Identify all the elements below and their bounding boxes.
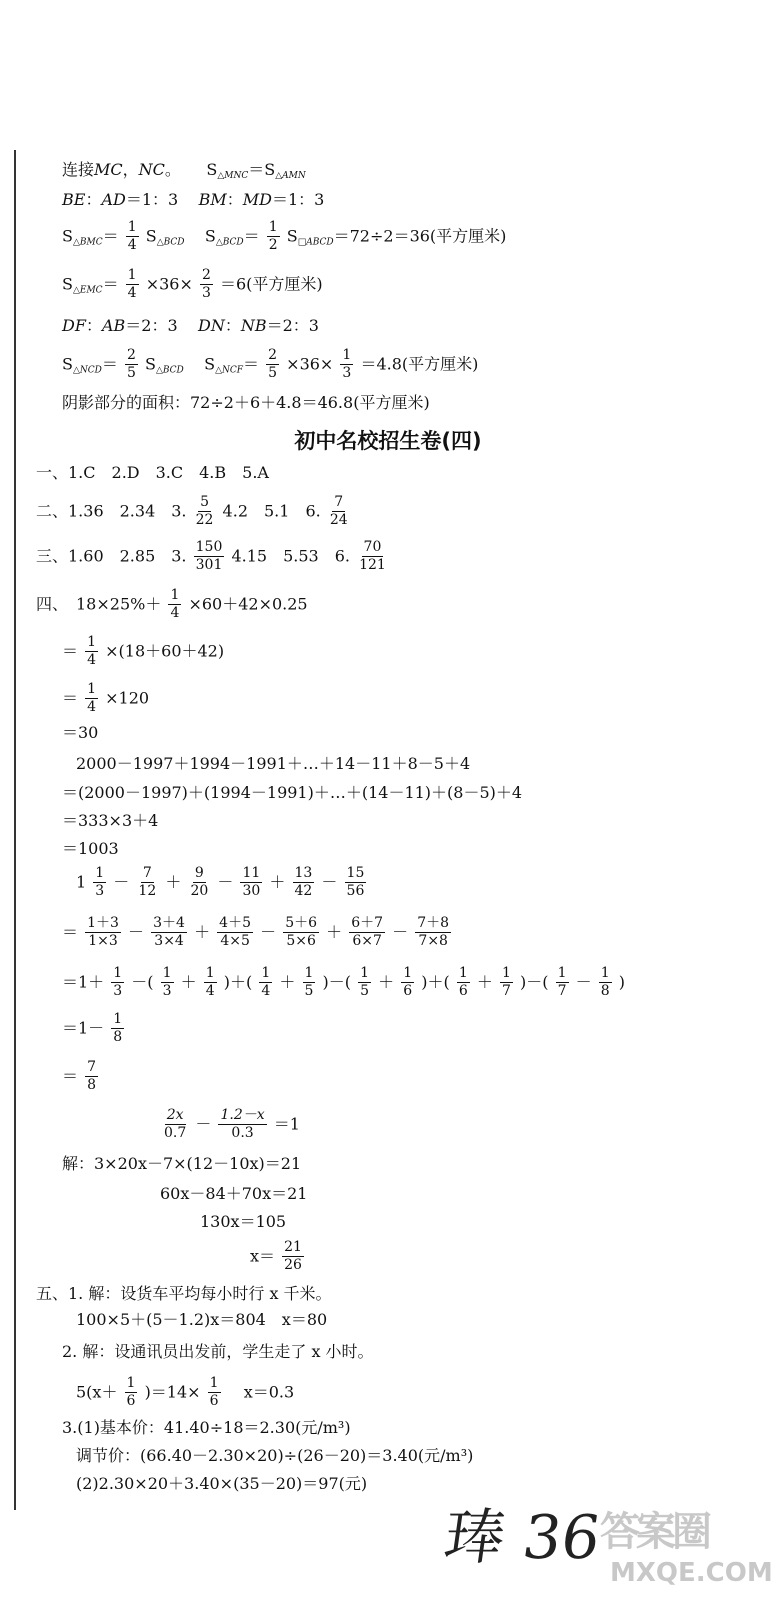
fraction: $\frac{1}{6}$ — [403, 965, 413, 1000]
part-4-line-15: 解：3×20x－7×(12－10x)＝21 — [62, 1154, 302, 1173]
fraction: $\frac{7+8}{7\times 8}$ — [417, 915, 450, 950]
fraction: $\frac{2}{5}$ — [268, 347, 278, 382]
part-4-line-13: ＝ $\frac{7}{8}$ — [62, 1059, 97, 1094]
watermark-url: MXQE.COM — [610, 1558, 773, 1588]
fraction: $\frac{1}{7}$ — [501, 965, 511, 1000]
fraction: $\frac{1}{6}$ — [126, 1375, 136, 1410]
fraction: $\frac{1}{4}$ — [261, 965, 271, 1000]
part-4-line-10: ＝ $\frac{1+3}{1\times 3}$ － $\frac{3+4}{3\times 4}$ ＋ $\frac{4+5}{4\times 5}$ － $\frac{5+6}{5\times 6}$ ＋ $\frac{6+7}{6\times 7}$ － $\frac{7+8}{7\times 8}$ — [62, 915, 450, 950]
fraction: $\frac{1}{3}$ — [113, 965, 123, 1000]
fraction: $\frac{13}{42}$ — [294, 865, 313, 900]
part-4-line-18: x＝ $\frac{21}{26}$ — [250, 1239, 302, 1274]
fraction: $\frac{1}{4}$ — [87, 681, 97, 716]
answers-part-1: 一、1.C 2.D 3.C 4.B 5.A — [36, 463, 269, 482]
fraction: $\frac{150}{301}$ — [195, 539, 223, 574]
line-area-emc: $S_{\triangle EMC}=$ $\frac{1}{4}$ ×36× $\frac{2}{3}$ ＝6(平方厘米) — [62, 267, 323, 302]
answers-part-3: 三、1.60 2.85 3. $\frac{150}{301}$ 4.15 5.53 6. $\frac{70}{121}$ — [36, 539, 386, 574]
line-shaded-area: 阴影部分的面积：72÷2＋6＋4.8＝46.8(平方厘米) — [62, 393, 430, 412]
fraction: $\frac{5+6}{5\times 6}$ — [285, 915, 318, 950]
part-5-line-6: 调节价：(66.40－2.30×20)÷(26－20)＝3.40(元/m³) — [76, 1446, 474, 1465]
part-4-line-6: ＝(2000－1997)＋(1994－1991)＋…＋(14－11)＋(8－5)＋4 — [62, 783, 523, 802]
fraction: $\frac{9}{20}$ — [190, 865, 209, 900]
fraction: $\frac{1}{5}$ — [304, 965, 314, 1000]
fraction: $\frac{1}{5}$ — [360, 965, 370, 1000]
fraction: $\frac{1}{4}$ — [127, 267, 137, 302]
fraction: $\frac{1}{8}$ — [600, 965, 610, 1000]
line-ratio-df-ab: DF：AB＝2：3 DN：NB＝2：3 — [62, 316, 319, 335]
part-4-line-17: 130x＝105 — [200, 1212, 287, 1231]
watermark-logo — [600, 1500, 773, 1596]
fraction: $\frac{1}{3}$ — [162, 965, 172, 1000]
fraction: $\frac{1}{2}$ — [268, 219, 278, 254]
handwritten-signature: 琫 36 — [439, 1503, 605, 1573]
fraction: $\frac{1}{6}$ — [209, 1375, 219, 1410]
left-margin-line — [14, 150, 16, 1510]
part-4-line-9: 1 $\frac{1}{3}$ － $\frac{7}{12}$ ＋ $\frac{9}{20}$ － $\frac{11}{30}$ ＋ $\frac{13}{42}$ － $\frac{15}{56}$ — [76, 865, 365, 900]
fraction: $\frac{2}{5}$ — [126, 347, 136, 382]
fraction: $\frac{1}{3}$ — [342, 347, 352, 382]
line-connect-mc-nc: 连接MC，NC。 $S_{\triangle MNC}=S_{\triangle AMN}$ — [62, 160, 306, 181]
part-4-line-1: 四、 18×25%＋ $\frac{1}{4}$ ×60＋42×0.25 — [36, 587, 308, 622]
line-ratio-be-ad: BE：AD＝1：3 BM：MD＝1：3 — [62, 190, 325, 209]
section-title: 初中名校招生卷(四) — [294, 429, 482, 453]
part-5-line-3: 2. 解：设通讯员出发前，学生走了 x 小时。 — [62, 1342, 374, 1361]
fraction: $\frac{15}{56}$ — [346, 865, 365, 900]
watermark-text: 答案圈 — [600, 1509, 708, 1555]
part-4-line-8: ＝1003 — [62, 839, 119, 858]
fraction: $\frac{1}{4}$ — [127, 219, 137, 254]
fraction: $\frac{7}{24}$ — [329, 494, 348, 529]
part-4-line-14: $\frac{2x}{0.7}$ － $\frac{1.2-x}{0.3}$ ＝1 — [164, 1107, 300, 1142]
part-5-line-2: 100×5＋(5－1.2)x＝804 x＝80 — [76, 1310, 328, 1329]
part-4-line-12: ＝1－ $\frac{1}{8}$ — [62, 1011, 123, 1046]
fraction: $\frac{1}{6}$ — [458, 965, 468, 1000]
fraction: $\frac{1}{4}$ — [205, 965, 215, 1000]
fraction: $\frac{2}{3}$ — [201, 267, 211, 302]
line-area-ncd: $S_{\triangle NCD}=$ $\frac{2}{5}$ $S_{\triangle BCD}$ $S_{\triangle NCF}=$ $\frac{2}{5}$ ×36× $\frac{1}{3}$ ＝4.8(平方厘米) — [62, 347, 479, 382]
fraction: $\frac{70}{121}$ — [359, 539, 386, 574]
fraction: $\frac{1+3}{1\times 3}$ — [87, 915, 119, 950]
fraction: $\frac{7}{12}$ — [138, 865, 157, 900]
part-4-line-3: ＝ $\frac{1}{4}$ ×120 — [62, 681, 150, 716]
part-5-line-7: (2)2.30×20＋3.40×(35－20)＝97(元) — [76, 1474, 368, 1493]
part-5-line-1: 五、1. 解：设货车平均每小时行 x 千米。 — [36, 1284, 332, 1303]
fraction: $\frac{7}{8}$ — [87, 1059, 97, 1094]
part-4-line-16: 60x－84＋70x＝21 — [160, 1184, 308, 1203]
part-5-line-5: 3.(1)基本价：41.40÷18＝2.30(元/m³) — [62, 1418, 351, 1437]
fraction: $\frac{1}{7}$ — [557, 965, 567, 1000]
part-4-line-2: ＝ $\frac{1}{4}$ ×(18＋60＋42) — [62, 634, 225, 669]
fraction: $\frac{1.2-x}{0.3}$ — [220, 1107, 265, 1142]
fraction: $\frac{6+7}{6\times 7}$ — [351, 915, 384, 950]
answers-part-2: 二、1.36 2.34 3. $\frac{5}{22}$ 4.2 5.1 6. $\frac{7}{24}$ — [36, 494, 348, 529]
fraction: $\frac{11}{30}$ — [242, 865, 261, 900]
fraction: $\frac{5}{22}$ — [195, 494, 214, 529]
fraction: $\frac{2x}{0.7}$ — [164, 1107, 187, 1142]
part-4-line-11: ＝1＋ $\frac{1}{3}$ －( $\frac{1}{3}$ ＋ $\frac{1}{4}$ )＋( $\frac{1}{4}$ ＋ $\frac{1}{5}$ )－( $\frac{1}{5}$ ＋ $\frac{1}{6}$ )＋( $\frac{1}{6}$ ＋ $\frac{1}{7}$ )－( $\frac{1}{7}$ － $\frac{1}{8}$ ) — [62, 965, 625, 1000]
part-4-line-5: 2000－1997＋1994－1991＋…＋14－11＋8－5＋4 — [76, 754, 471, 773]
fraction: $\frac{4+5}{4\times 5}$ — [219, 915, 251, 950]
fraction: $\frac{1}{8}$ — [113, 1011, 123, 1046]
fraction: $\frac{1}{4}$ — [170, 587, 180, 622]
part-4-line-4: ＝30 — [62, 723, 99, 742]
part-5-line-4: 5(x＋ $\frac{1}{6}$ )＝14× $\frac{1}{6}$ x＝0.3 — [76, 1375, 295, 1410]
fraction: $\frac{21}{26}$ — [284, 1239, 302, 1274]
line-area-bmc: $S_{\triangle BMC}=$ $\frac{1}{4}$ $S_{\triangle BCD}$ $S_{\triangle BCD}=$ $\frac{1}{2}$ $S_{□ABCD}=72\div 2=36$(平方厘米) — [62, 219, 507, 254]
fraction: $\frac{3+4}{3\times 4}$ — [153, 915, 185, 950]
fraction: $\frac{1}{4}$ — [87, 634, 97, 669]
fraction: $\frac{1}{3}$ — [95, 865, 105, 900]
part-4-line-7: ＝333×3＋4 — [62, 811, 159, 830]
